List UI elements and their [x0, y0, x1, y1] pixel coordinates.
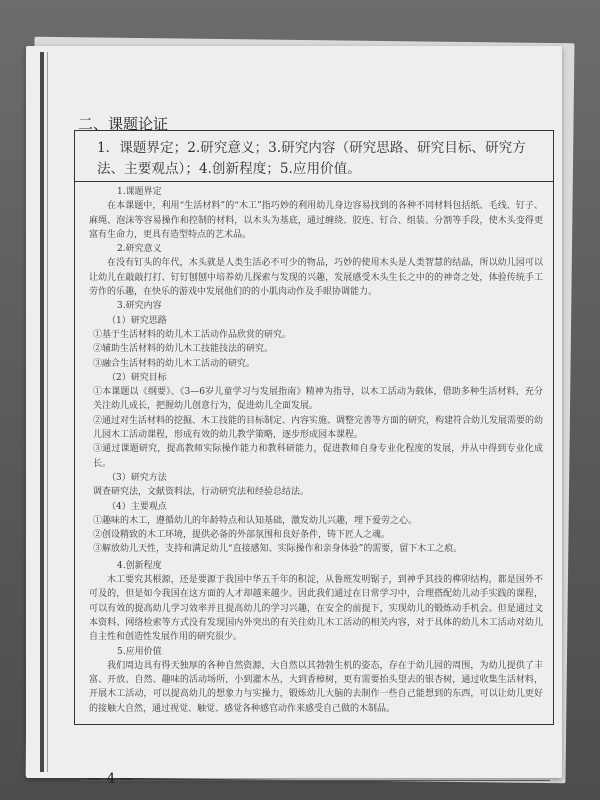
box-body — [75, 185, 553, 720]
s4-title: 4.创新程度 — [117, 560, 162, 571]
s3-4-item: ②创设精致的木工环境，提供必备的外部氛围和良好条件，铸下匠人之魂。 — [93, 530, 391, 541]
s3-1-item: ③融合生活材料的幼儿木工活动的研究。 — [93, 358, 256, 369]
section-title: 二、课题论证 — [78, 115, 169, 133]
binding-line-inner — [47, 52, 48, 772]
s3-2-item: ③通过课题研究，提高教师实际操作能力和教科研能力，促进教师自身专业化程度的发展，并从中得到专业化成长。 — [93, 444, 543, 469]
content-box — [74, 130, 554, 725]
s3-2-item: ①本课题以《纲要》、《3—6岁儿童学习与发展指南》精神为指导，以木工活动为载体，借助多种生活材料，充分关注幼儿成长，把握幼儿创意行为，促进幼儿全面发展。 — [93, 387, 543, 412]
s1-title: 1.课题界定 — [117, 187, 162, 197]
page-number: — 4 — — [88, 771, 134, 787]
s2-title: 2.研究意义 — [117, 244, 162, 255]
s3-4-title: （4）主要观点 — [107, 501, 167, 512]
s3-1-title: （1）研究思路 — [107, 315, 167, 326]
s3-2-title: （2）研究目标 — [107, 372, 167, 383]
s5-title: 5.应用价值 — [117, 646, 162, 657]
s4-text: 木工要究其根源，还是要源于我国中华五千年的积淀，从鲁班发明锯子，到神乎其技的榫卯结构，都是国外不可及的，但是如今我国在这方面的人才却越来越少。因此我们通过在日常学习中，合理搭配幼儿动手实践的课程，可以有效的提高幼儿学习效率并且提高幼儿的学习兴趣，在安全的前提下，实现幼儿的锻炼动手机会。但是通过文本资料、网络检索等方式没有发现国内外突出的有关往幼儿木工活动的相关内容，对于具体的幼儿木工活动对幼儿自主性和创造性发展作用的研究很少。 — [89, 575, 543, 643]
s3-1-item: ②辅助生活材料的幼儿木工技能技法的研究。 — [93, 344, 274, 355]
footer-rule — [80, 780, 550, 781]
s2-text: 在没有钉头的年代，木头就是人类生活必不可少的物品，巧妙的使用木头是人类智慧的结晶，所以幼儿园可以让幼儿在敲敲打打、钉钉刨刨中培养幼儿探索与发现的兴趣，发展感受木头生长之中的的神奇之处，体验传统手工劳作的乐趣，在快乐的游戏中发展他们的的小肌肉动作及手眼协调能力。 — [89, 258, 543, 298]
header-line-2: 法、主要观点）；4.创新程度；5.应用价值。 — [97, 161, 361, 177]
s3-1-item: ①基于生活材料的幼儿木工活动作品欣赏的研究。 — [93, 329, 292, 340]
s3-3-text: 调查研究法，文献资料法，行动研究法和经验总结法。 — [93, 487, 310, 498]
s3-3-title: （3）研究方法 — [107, 472, 167, 483]
s3-4-item: ③解放幼儿天性，支持和满足幼儿“直接感知、实际操作和亲身体验”的需要，留下木工之痕。 — [93, 544, 463, 555]
header-line-1: 1．课题界定；2.研究意义；3.研究内容（研究思路、研究目标、研究方 — [97, 140, 526, 156]
s3-2-item: ②通过对生活材料的挖掘、木工技能的目标制定、内容实施、调整完善等方面的研究，构建符合幼儿发展需要的幼儿园木工活动课程，形成有效的幼儿教学策略，逐步形成园本课程。 — [93, 415, 544, 441]
s1-text: 在本课题中，利用“生活材料”的“木工”指巧妙的利用幼儿身边容易找到的各种不同材料包括纸、毛线、钉子、麻绳、泡沫等容易操作和控制的材料，以木头为基底，通过缠绕、胶连、钉合、组装、分割等手段，使木头变得更富有生命力，更具有造型特点的艺术品。 — [89, 201, 543, 240]
s5-text: 我们周边具有得天独厚的各种自然资源，大自然以其勃勃生机的姿态，存在于幼儿园的周围，为幼儿提供了丰富、开放、自然、趣味的活动场所，小到灌木丛，大到香樟树，更有需要抬头望去的银杏树，通过收集生活材料，开展木工活动，可以提高幼儿的想象力与实操力，锻炼幼儿大脑的去制作一些自己能想到的东西，可以让幼儿更好的接触大自然，通过视觉、触觉、感觉各种感官动作来感受自己做的木制品。 — [89, 660, 543, 714]
box-header — [75, 131, 553, 182]
s3-title: 3.研究内容 — [117, 301, 162, 312]
binding-line — [40, 52, 44, 772]
s3-4-item: ①趣味的木工，遵循幼儿的年龄特点和认知基础，激发幼儿兴趣，埋下爱劳之心。 — [93, 515, 418, 526]
